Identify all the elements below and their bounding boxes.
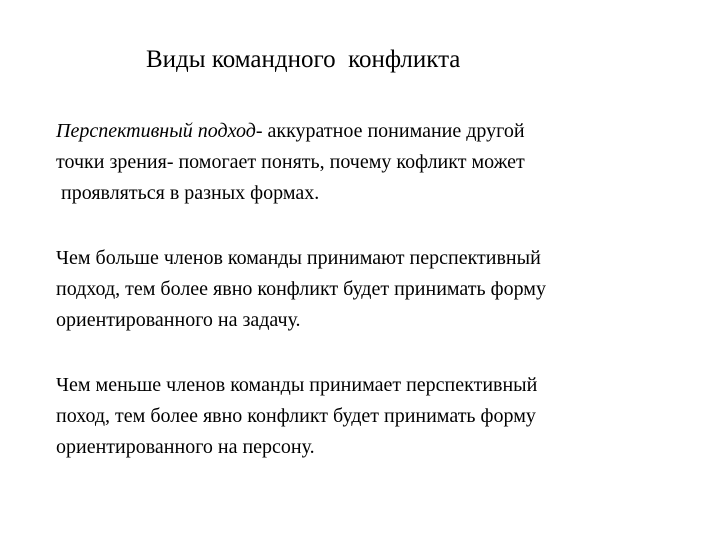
term-perspective-approach: Перспективный подход [56, 120, 256, 142]
paragraph-3-line-1: Чем меньше членов команды принимает перспективный [56, 374, 538, 396]
slide-title: Виды командного конфликта [146, 46, 461, 73]
paragraph-3-line-2: поход, тем более явно конфликт будет принимать форму [56, 405, 536, 427]
paragraph-2-line-3: ориентированного на задачу. [56, 309, 301, 331]
paragraph-1-line-2: точки зрения- помогает понять, почему кофликт может [56, 151, 525, 173]
paragraph-2-line-1: Чем больше членов команды принимают перспективный [56, 247, 541, 269]
paragraph-1-line-3: проявляться в разных формах. [56, 182, 320, 204]
paragraph-perspective-approach [56, 116, 525, 209]
definition-text: - аккуратное понимание другой [255, 120, 525, 142]
paragraph-3-line-3: ориентированного на персону. [56, 436, 315, 458]
paragraph-fewer-members [56, 370, 537, 463]
paragraph-more-members [56, 243, 546, 336]
paragraph-2-line-2: подход, тем более явно конфликт будет принимать форму [56, 278, 546, 300]
paragraph-1-line-1 [56, 116, 525, 147]
